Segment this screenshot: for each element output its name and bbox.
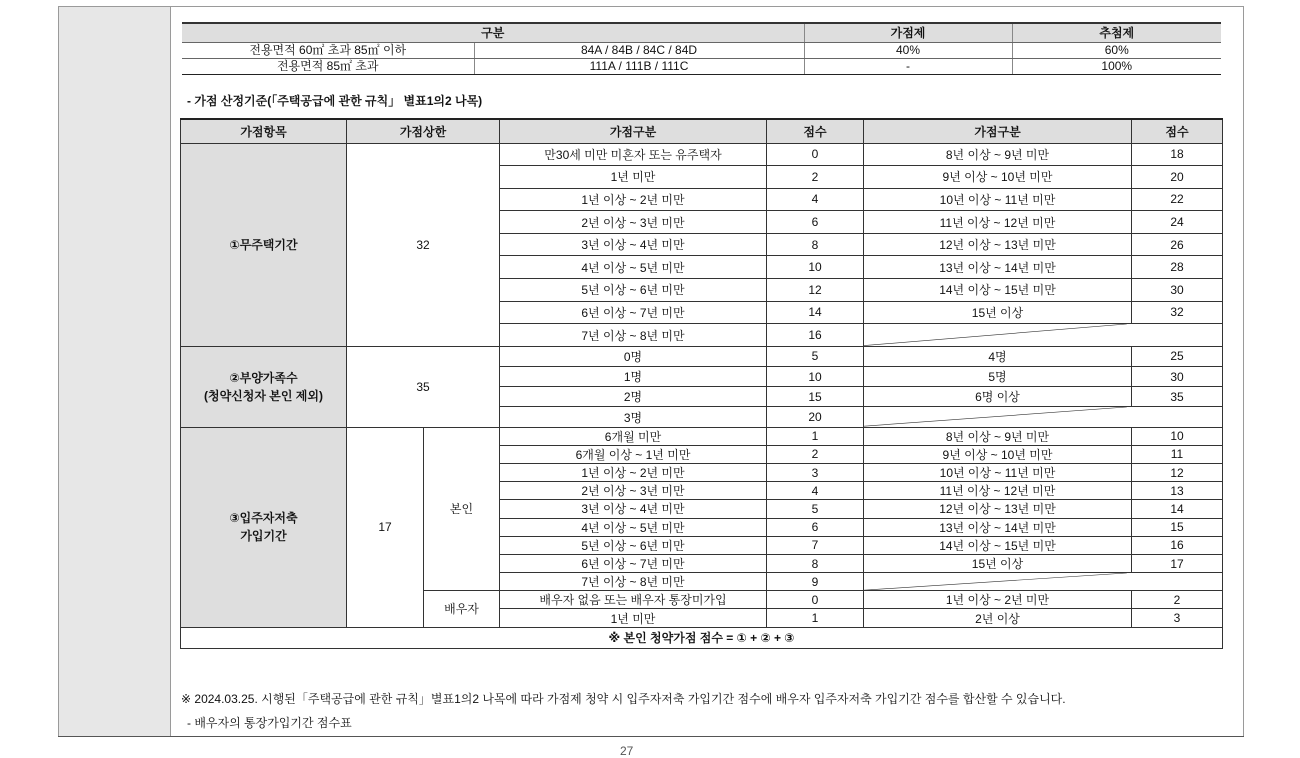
table-row: ①무주택기간 32 만30세 미만 미혼자 또는 유주택자 0 8년 이상 ~ 9년 미만 18: [181, 143, 1223, 166]
table-row: 3명 20: [181, 407, 1223, 427]
spouse-label: 배우자: [424, 591, 500, 627]
table-row: ③입주자저축 가입기간 17 본인 6개월 미만 1 8년 이상 ~ 9년 미만 10: [181, 427, 1223, 445]
empty-diagonal-cell: [864, 407, 1223, 427]
header-lottery-system: 추첨제: [1012, 23, 1221, 42]
header-max: 가점상한: [347, 119, 500, 143]
table-row: 전용면적 85㎡ 초과 111A / 111B / 111C - 100%: [182, 58, 1221, 74]
header-item: 가점항목: [181, 119, 347, 143]
table-row: 2년 이상 ~ 3년 미만 4 11년 이상 ~ 12년 미만 13: [181, 482, 1223, 500]
total-formula: ※ 본인 청약가점 점수 = ① + ② + ③: [181, 627, 1223, 648]
section1-label: ①무주택기간: [181, 143, 347, 346]
table-row: 7년 이상 ~ 8년 미만 9: [181, 573, 1223, 591]
section3-max: 17: [347, 427, 424, 627]
criteria-title: - 가점 산정기준(「주택공급에 관한 규칙」 별표1의2 나목): [187, 94, 483, 108]
table-row: 1년 이상 ~ 2년 미만 4 10년 이상 ~ 11년 미만 22: [181, 188, 1223, 211]
header-score-b: 점수: [1132, 119, 1223, 143]
left-label-column: [58, 6, 170, 737]
table-row: 4년 이상 ~ 5년 미만 6 13년 이상 ~ 14년 미만 15: [181, 518, 1223, 536]
footnote-sub: - 배우자의 통장가입기간 점수표: [187, 716, 352, 730]
table-row: 2년 이상 ~ 3년 미만 6 11년 이상 ~ 12년 미만 24: [181, 211, 1223, 234]
section2-max: 35: [347, 346, 500, 427]
empty-diagonal-cell: [864, 324, 1223, 347]
bottom-rule: [58, 736, 1244, 737]
header-score-a: 점수: [767, 119, 864, 143]
table-row: 6년 이상 ~ 7년 미만 14 15년 이상 32: [181, 301, 1223, 324]
header-class-a: 가점구분: [500, 119, 767, 143]
table-row: 5년 이상 ~ 6년 미만 7 14년 이상 ~ 15년 미만 16: [181, 536, 1223, 554]
header-point-system: 가점제: [804, 23, 1012, 42]
diagonal-line: [864, 407, 1222, 426]
score-table: [180, 118, 1223, 649]
table-row: 1명 10 5명 30: [181, 367, 1223, 387]
section1-max: 32: [347, 143, 500, 346]
table-row: 1년 미만 1 2년 이상 3: [181, 609, 1223, 627]
total-row: [181, 627, 1223, 648]
table-row: 1년 미만 2 9년 이상 ~ 10년 미만 20: [181, 166, 1223, 189]
diagonal-line: [864, 324, 1222, 346]
diagonal-line: [864, 573, 1222, 590]
table-row: 7년 이상 ~ 8년 미만 16: [181, 324, 1223, 347]
table-row: 6년 이상 ~ 7년 미만 8 15년 이상 17: [181, 554, 1223, 572]
page-number: 27: [620, 744, 634, 758]
table-row: 6개월 이상 ~ 1년 미만 2 9년 이상 ~ 10년 미만 11: [181, 445, 1223, 463]
table-row: 전용면적 60㎡ 초과 85㎡ 이하 84A / 84B / 84C / 84D 40% 60%: [182, 42, 1221, 58]
table-row: ②부양가족수 (청약신청자 본인 제외) 35 0명 5 4명 25: [181, 346, 1223, 366]
footnote: ※ 2024.03.25. 시행된「주택공급에 관한 규칙」별표1의2 나목에 따라 가점제 청약 시 입주자저축 가입기간 점수에 배우자 입주자저축 가입기간 점수를 합산할 수 있습니다.: [181, 692, 1066, 706]
table-row: 5년 이상 ~ 6년 미만 12 14년 이상 ~ 15년 미만 30: [181, 279, 1223, 302]
table-row: 3년 이상 ~ 4년 미만 5 12년 이상 ~ 13년 미만 14: [181, 500, 1223, 518]
section2-label: ②부양가족수 (청약신청자 본인 제외): [181, 346, 347, 427]
self-label: 본인: [424, 427, 500, 591]
table-row: 4년 이상 ~ 5년 미만 10 13년 이상 ~ 14년 미만 28: [181, 256, 1223, 279]
table-row: 3년 이상 ~ 4년 미만 8 12년 이상 ~ 13년 미만 26: [181, 233, 1223, 256]
section3-label: ③입주자저축 가입기간: [181, 427, 347, 627]
table-row: 배우자 배우자 없음 또는 배우자 통장미가입 0 1년 이상 ~ 2년 미만 2: [181, 591, 1223, 609]
allocation-table: [182, 22, 1221, 75]
header-class-b: 가점구분: [864, 119, 1132, 143]
header-category: 구분: [182, 23, 804, 42]
table-row: 1년 이상 ~ 2년 미만 3 10년 이상 ~ 11년 미만 12: [181, 463, 1223, 481]
empty-diagonal-cell: [864, 573, 1223, 591]
table-row: 2명 15 6명 이상 35: [181, 387, 1223, 407]
